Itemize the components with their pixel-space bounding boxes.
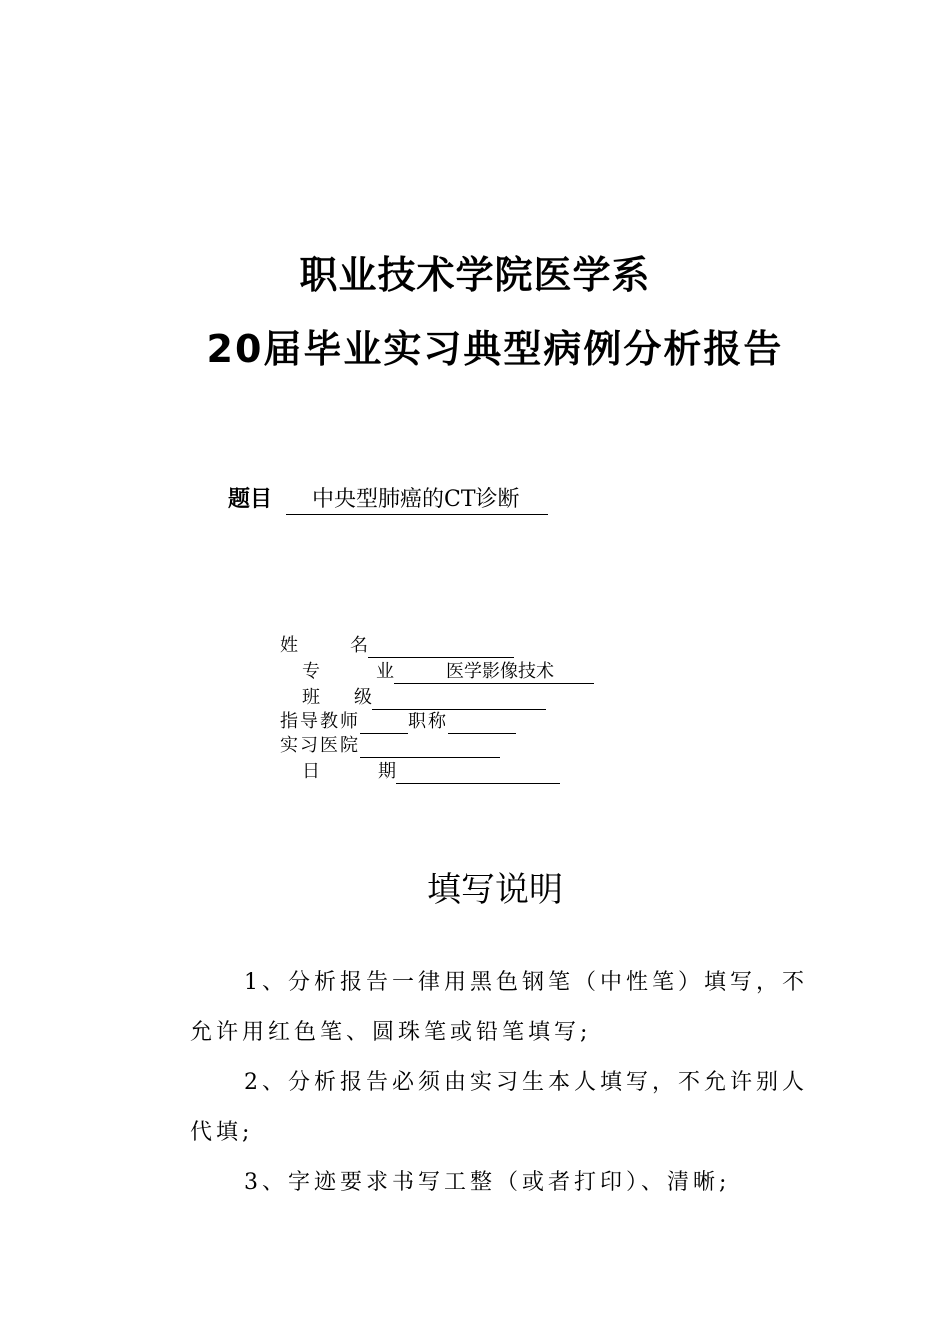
- field-class-label-b: 级: [354, 687, 372, 708]
- field-hospital-label: 实习医院: [280, 735, 360, 756]
- field-date-label-b: 期: [378, 761, 396, 782]
- field-advisor-label: 指导教师: [280, 711, 360, 732]
- field-major-label-a: 专: [302, 661, 320, 682]
- field-major: [302, 660, 594, 684]
- instruction-1-line2: 允许用红色笔、圆珠笔或铅笔填写;: [190, 1020, 592, 1045]
- topic-label: 题目: [228, 487, 273, 512]
- field-name-blank[interactable]: [368, 637, 514, 658]
- instruction-2-line1: 2、分析报告必须由实习生本人填写，不允许别人: [244, 1070, 808, 1095]
- field-class-blank[interactable]: [372, 689, 546, 710]
- instructions-heading: 填写说明: [427, 870, 563, 910]
- field-advisor-blank[interactable]: [360, 713, 408, 734]
- field-advisor: [280, 710, 516, 734]
- field-date-blank[interactable]: [396, 763, 560, 784]
- field-class: [302, 686, 546, 710]
- field-name-label-b: 名: [350, 635, 368, 656]
- field-hospital: [280, 734, 500, 758]
- field-title-label: 职称: [408, 711, 448, 732]
- field-date: [302, 760, 560, 784]
- field-hospital-blank[interactable]: [360, 737, 500, 758]
- instruction-1-line1: 1、分析报告一律用黑色钢笔（中性笔）填写，不: [244, 970, 808, 995]
- field-date-label-a: 日: [302, 761, 320, 782]
- report-title-line2: 20届毕业实习典型病例分析报告: [206, 327, 784, 371]
- topic-value: 中央型肺癌的CT诊断: [286, 486, 548, 515]
- topic-row: [228, 482, 548, 515]
- field-major-label-b: 业: [376, 661, 394, 682]
- field-name-label-a: 姓: [280, 635, 298, 656]
- instruction-2-line2: 代填;: [190, 1120, 254, 1145]
- report-title-line1: 职业技术学院医学系: [299, 253, 651, 297]
- field-class-label-a: 班: [302, 687, 320, 708]
- field-name: [280, 634, 514, 658]
- field-major-value[interactable]: 医学影像技术: [394, 661, 594, 684]
- instruction-3-line1: 3、字迹要求书写工整（或者打印）、清晰;: [244, 1170, 731, 1195]
- field-title-blank[interactable]: [448, 713, 516, 734]
